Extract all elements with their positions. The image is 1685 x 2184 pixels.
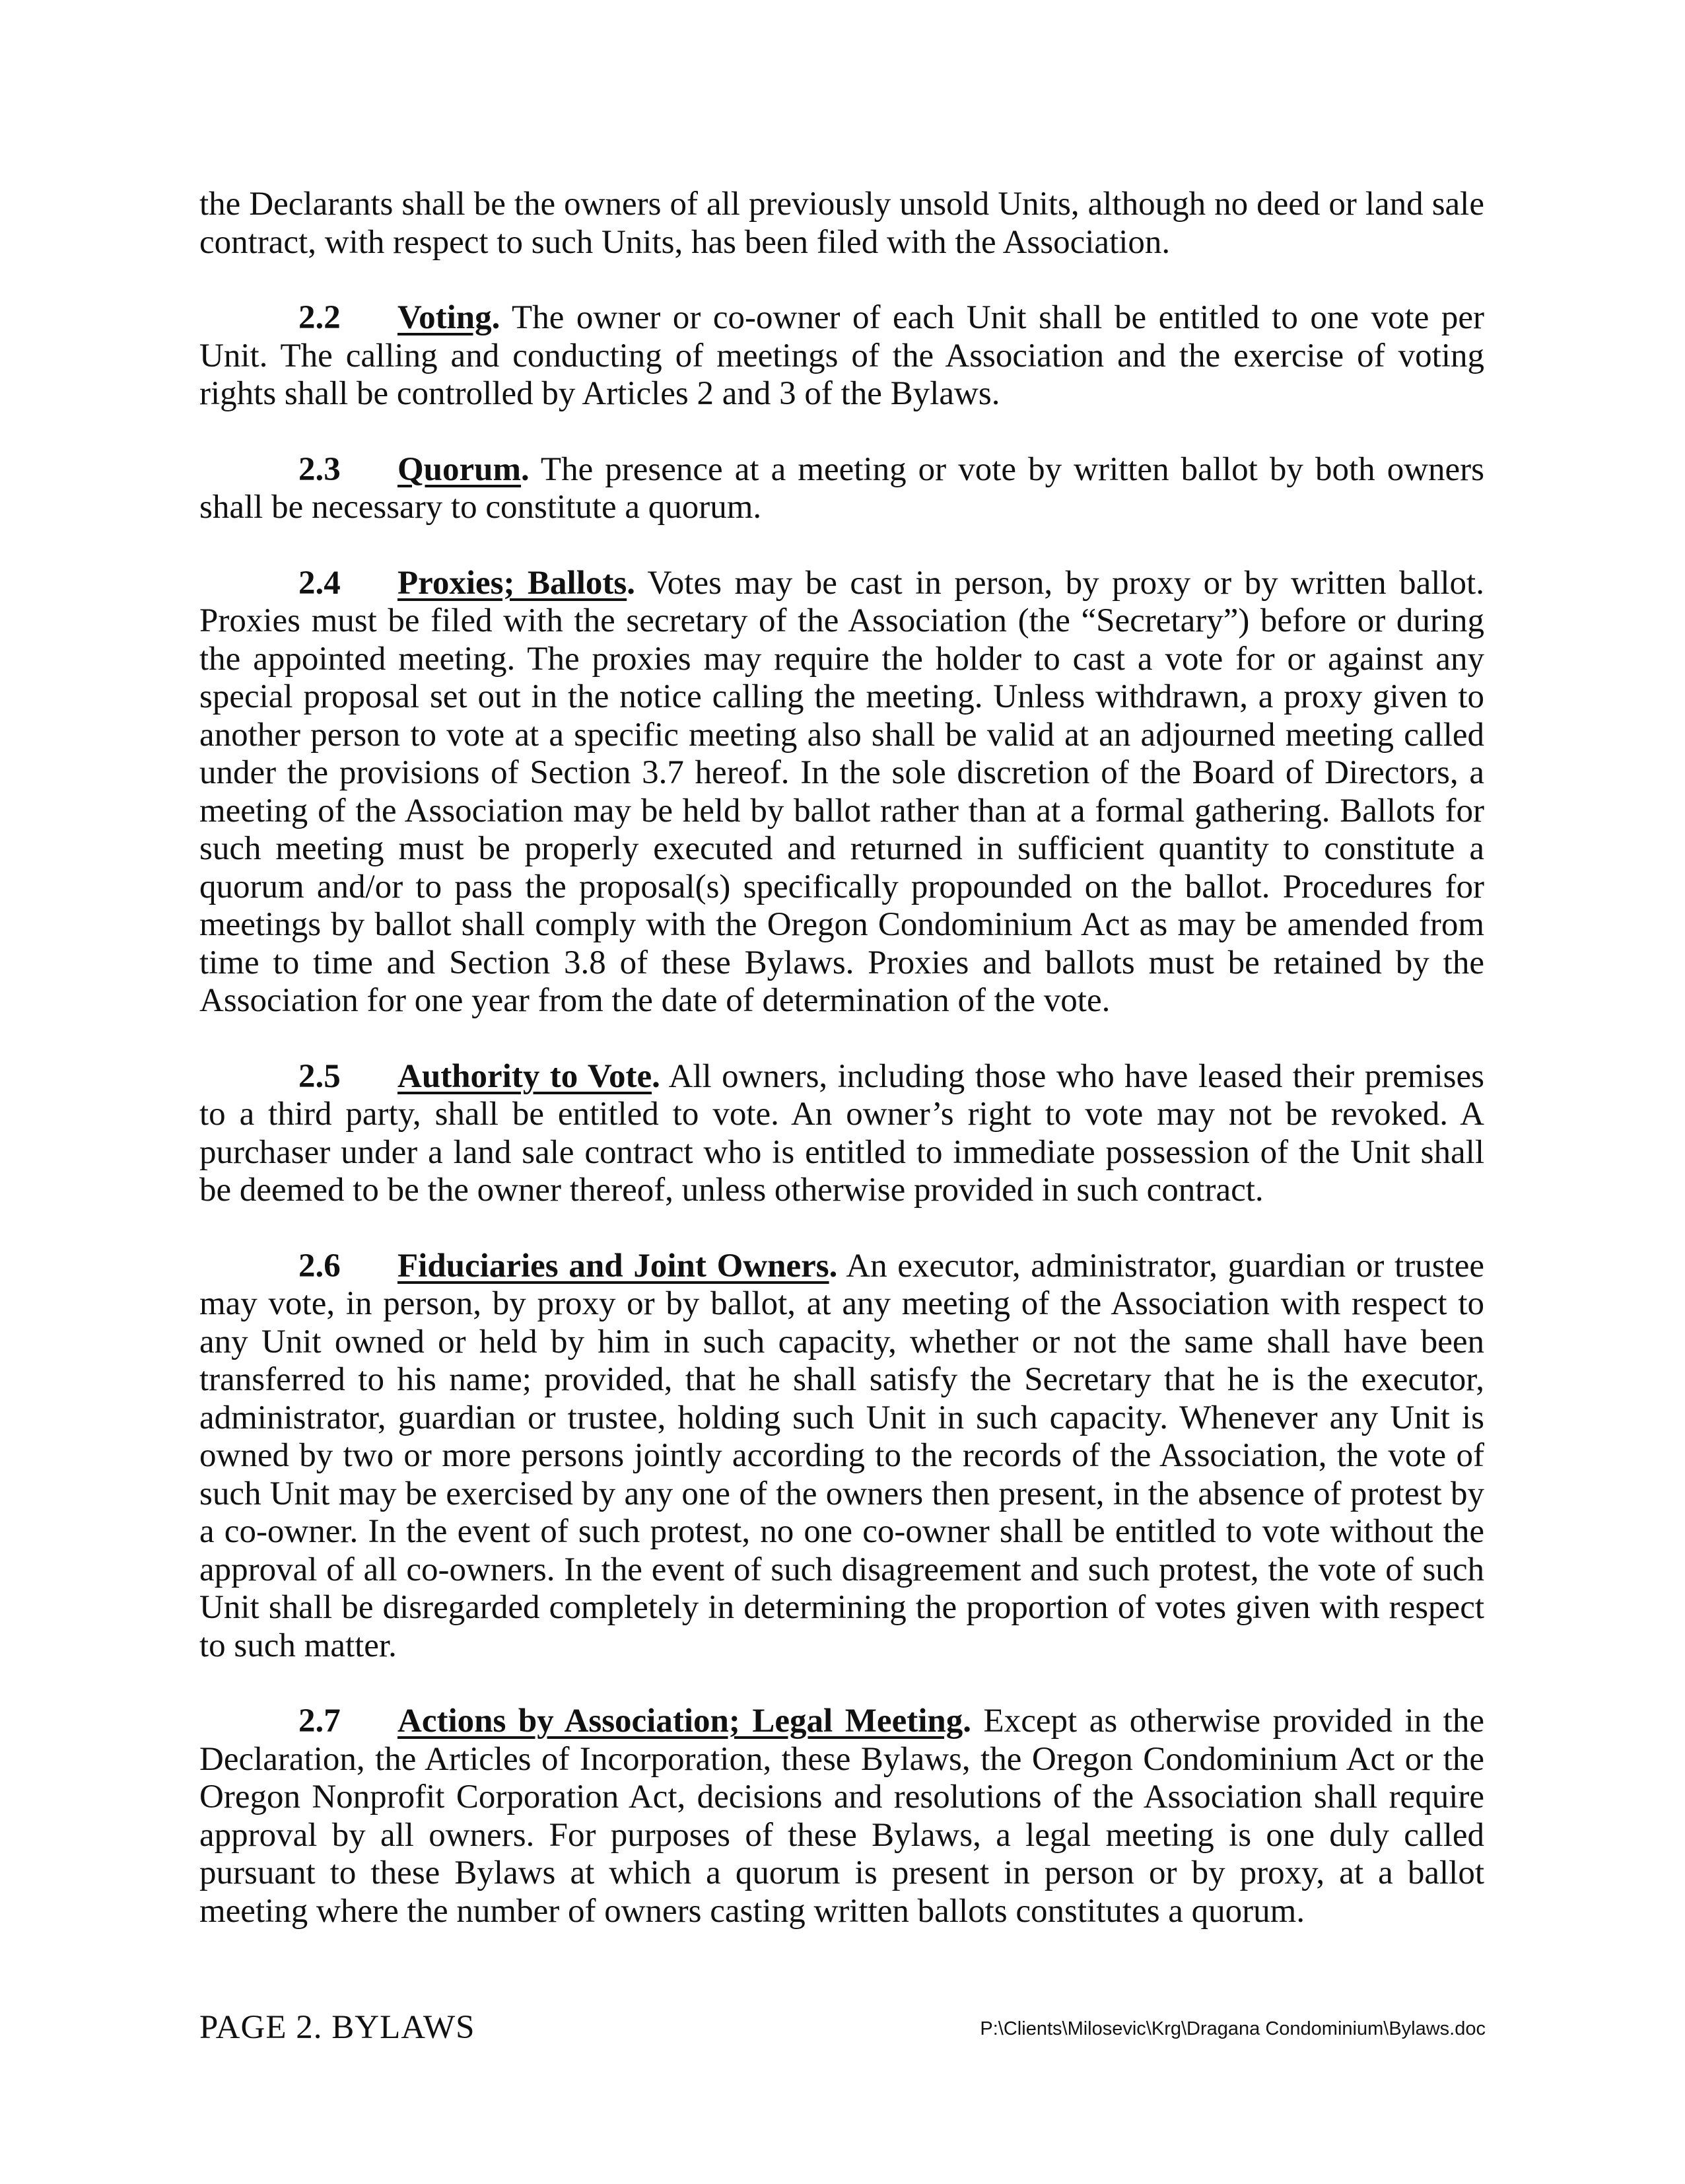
section-title-period: . [521, 450, 530, 488]
section-title: Fiduciaries and Joint Owners [397, 1247, 829, 1285]
document-body [199, 186, 1484, 1930]
section-title: Voting [397, 299, 492, 336]
section-title-period: . [491, 299, 500, 336]
section-title-period: . [627, 564, 635, 602]
section-2-5 [199, 1058, 1484, 1210]
section-body: Except as otherwise provided in the Declaration, the Articles of Incorporation, these Bylaws, the Oregon Condominium Act or the Oregon Nonprofit Corporation Act, decisions and resolutions of the Association shall require approval by all owners. For purposes of these Bylaws, a legal meeting is one duly called pursuant to these Bylaws at which a quorum is present in person or by proxy, at a ballot meeting where the number of owners casting written ballots constitutes a quorum. [199, 1703, 1484, 1930]
section-title-period: . [963, 1703, 971, 1740]
section-body: The presence at a meeting or vote by written ballot by both owners shall be necessary to constitute a quorum. [199, 450, 1484, 526]
section-number: 2.7 [298, 1703, 341, 1740]
section-title: Proxies; Ballots [397, 564, 627, 602]
section-title: Actions by Association; Legal Meeting [397, 1703, 963, 1740]
section-body: An executor, administrator, guardian or trustee may vote, in person, by proxy or by ballot, at any meeting of the Association with respect to any Unit owned or held by him in such capacity, whether or not the same shall have been transferred to his name; provided, that he shall satisfy the Secretary that he is the executor, administrator, guardian or trustee, holding such Unit in such capacity. Whenever any Unit is owned by two or more persons jointly according to the records of the Association, the vote of such Unit may be exercised by any one of the owners then present, in the absence of protest by a co-owner. In the event of such protest, no one co-owner shall be entitled to vote without the approval of all co-owners. In the event of such disagreement and such protest, the vote of such Unit shall be disregarded completely in determining the proportion of votes given with respect to such matter. [199, 1247, 1485, 1664]
section-number: 2.3 [298, 450, 341, 488]
section-title-period: . [652, 1057, 660, 1095]
section-title: Authority to Vote [397, 1057, 652, 1095]
footer-page-label: PAGE 2. BYLAWS [199, 2009, 475, 2046]
section-2-2 [199, 299, 1484, 413]
section-title-period: . [829, 1247, 838, 1285]
section-body: The owner or co-owner of each Unit shall be entitled to one vote per Unit. The calling and conducting of meetings of the Association and the exercise of voting rights shall be controlled by Articles 2 and 3 of the Bylaws. [199, 299, 1484, 412]
section-number: 2.4 [298, 564, 341, 602]
section-number: 2.6 [298, 1247, 341, 1285]
section-2-7 [199, 1703, 1484, 1930]
section-2-6 [199, 1248, 1484, 1666]
intro-paragraph: the Declarants shall be the owners of all previously unsold Units, although no deed or land sale contract, with respect to such Units, has been filed with the Association. [199, 186, 1484, 261]
section-body: All owners, including those who have leased their premises to a third party, shall be entitled to vote. An owner’s right to vote may not be revoked. A purchaser under a land sale contract who is entitled to immediate possession of the Unit shall be deemed to be the owner thereof, unless otherwise provided in such contract. [199, 1057, 1484, 1209]
section-title: Quorum [397, 450, 522, 488]
section-2-4 [199, 565, 1484, 1020]
section-2-3 [199, 451, 1484, 527]
section-body: Votes may be cast in person, by proxy or by written ballot. Proxies must be filed with the secretary of the Association (the “Secretary”) before or during the appointed meeting. The proxies may require the holder to cast a vote for or against any special proposal set out in the notice calling the meeting. Unless withdrawn, a proxy given to another person to vote at a specific meeting also shall be valid at an adjourned meeting called under the provisions of Section 3.7 hereof. In the sole discretion of the Board of Directors, a meeting of the Association may be held by ballot rather than at a formal gathering. Ballots for such meeting must be properly executed and returned in sufficient quantity to constitute a quorum and/or to pass the proposal(s) specifically propounded on the ballot. Procedures for meetings by ballot shall comply with the Oregon Condominium Act as may be amended from time to time and Section 3.8 of these Bylaws. Proxies and ballots must be retained by the Association for one year from the date of determination of the vote. [199, 564, 1484, 1019]
section-number: 2.2 [298, 299, 341, 336]
section-number: 2.5 [298, 1057, 341, 1095]
footer-file-path: P:\Clients\Milosevic\Krg\Dragana Condominium\Bylaws.doc [980, 2018, 1486, 2039]
